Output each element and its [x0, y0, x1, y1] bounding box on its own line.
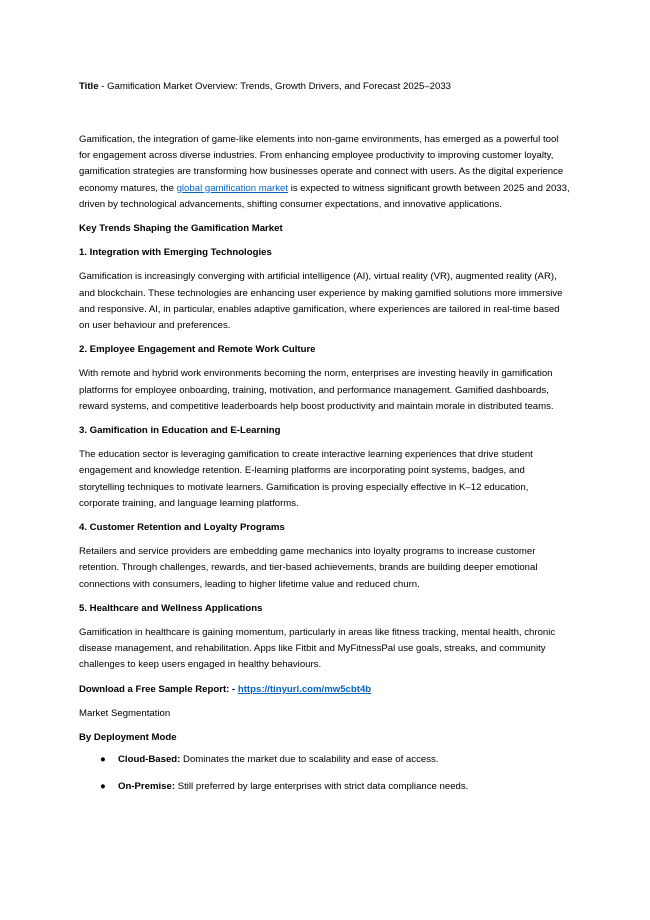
intro-text-before: Gamification, the integration of game-like elements into non-game environments, has emerged as a powerful tool for engagement across diverse industries. From enhancing employee productivity to improving customer loyalty, gamification strategies are transforming how businesses operate and connect with users. As the digital experience economy matures, the	[79, 134, 564, 194]
deployment-heading: By Deployment Mode	[79, 732, 177, 744]
trend-4-body: Retailers and service providers are embedding game mechanics into loyalty programs to increase customer retention. Through challenges, rewards, and tier-based achievements, brands are building deeper emotional connections with consumers, leading to higher lifetime value and reduced churn.	[79, 546, 538, 590]
bullet-icon: ●	[100, 754, 106, 766]
sample-report-line	[79, 682, 571, 698]
document-title	[79, 81, 571, 93]
intro-text-after: is expected to witness significant growth between 2025 and 2033, driven by technological advancements, shifting consumer expectations, and innovative applications.	[79, 182, 570, 210]
bullet-icon: ●	[100, 781, 106, 793]
trend-3-body: The education sector is leveraging gamification to create interactive learning experiences that drive student engagement and knowledge retention. E-learning platforms are incorporating point systems, badges, and storytelling techniques to motivate learners. Gamification is proving especially effective in K–12 education, corporate training, and language learning platforms.	[79, 449, 533, 509]
list-item	[79, 781, 571, 793]
intro-paragraph	[79, 132, 571, 213]
deployment-label: Cloud-Based:	[118, 754, 181, 766]
trend-5-body: Gamification in healthcare is gaining momentum, particularly in areas like fitness tracking, mental health, chronic disease management, and rehabilitation. Apps like Fitbit and MyFitnessPal use goals, streaks, and community challenges to keep users engaged in healthy behaviours.	[79, 627, 556, 671]
document-body	[79, 81, 571, 808]
key-trends-heading: Key Trends Shaping the Gamification Market	[79, 223, 283, 235]
trend-4-heading: 4. Customer Retention and Loyalty Programs	[79, 522, 285, 534]
trend-3-heading: 3. Gamification in Education and E-Learning	[79, 425, 281, 437]
trend-1-heading: 1. Integration with Emerging Technologies	[79, 247, 272, 259]
gamification-market-link[interactable]: global gamification market	[176, 182, 289, 194]
deployment-list	[79, 754, 571, 793]
list-item	[79, 754, 571, 766]
segmentation-heading: Market Segmentation	[79, 707, 171, 719]
title-label: Title	[79, 81, 99, 92]
trend-2-body: With remote and hybrid work environments becoming the norm, enterprises are investing heavily in gamification platforms for employee onboarding, training, motivation, and performance management. Gamified dashboards, reward systems, and competitive leaderboards help boost productivity and maintain morale in distributed teams.	[79, 368, 554, 412]
trend-2-heading: 2. Employee Engagement and Remote Work Culture	[79, 344, 316, 356]
sample-report-label: Download a Free Sample Report: -	[79, 683, 236, 695]
title-text: - Gamification Market Overview: Trends, Growth Drivers, and Forecast 2025–2033	[98, 81, 452, 92]
sample-report-link[interactable]: https://tinyurl.com/mw5cbt4b	[237, 683, 372, 695]
deployment-text: Dominates the market due to scalability and ease of access.	[180, 754, 439, 766]
deployment-text: Still preferred by large enterprises with strict data compliance needs.	[175, 781, 469, 793]
trend-1-body: Gamification is increasingly converging with artificial intelligence (AI), virtual reality (VR), augmented reality (AR), and blockchain. These technologies are enhancing user experience by making gamified solutions more immersive and responsive. AI, in particular, enables adaptive gamification, where experiences are tailored in real-time based on user behaviour and preferences.	[79, 271, 563, 332]
deployment-label: On-Premise:	[118, 781, 176, 793]
trend-5-heading: 5. Healthcare and Wellness Applications	[79, 602, 263, 614]
